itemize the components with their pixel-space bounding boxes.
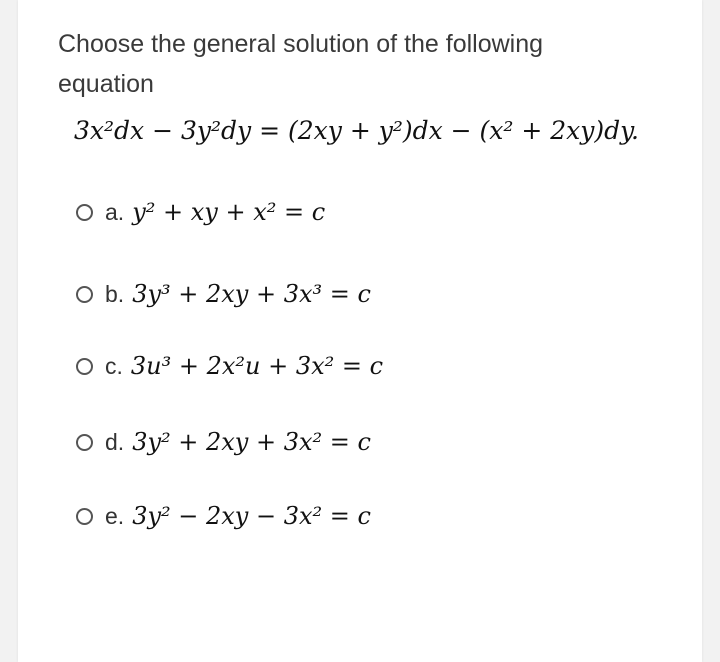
- option-d[interactable]: [76, 428, 371, 456]
- radio-button-icon[interactable]: [76, 508, 93, 525]
- option-expression: 3y² + 2xy + 3x² = c: [132, 428, 371, 456]
- option-expression: 3y³ + 2xy + 3x³ = c: [132, 280, 371, 308]
- option-e[interactable]: [76, 502, 371, 530]
- option-letter: d.: [105, 428, 125, 455]
- option-letter: b.: [105, 280, 125, 307]
- radio-button-icon[interactable]: [76, 286, 93, 303]
- option-letter: a.: [105, 198, 125, 225]
- option-expression: 3y² − 2xy − 3x² = c: [132, 502, 371, 530]
- option-letter: c.: [105, 352, 123, 379]
- option-b[interactable]: [76, 280, 371, 308]
- option-c[interactable]: [76, 352, 383, 380]
- option-expression: 3u³ + 2x²u + 3x² = c: [130, 352, 384, 380]
- radio-button-icon[interactable]: [76, 204, 93, 221]
- option-letter: e.: [105, 502, 125, 529]
- question-equation: 3x²dx − 3y²dy = (2xy + y²)dx − (x² + 2xy)dy.: [74, 116, 639, 145]
- option-expression: y² + xy + x² = c: [132, 198, 326, 226]
- question-text: Choose the general solution of the following equation: [58, 30, 544, 98]
- radio-button-icon[interactable]: [76, 358, 93, 375]
- radio-button-icon[interactable]: [76, 434, 93, 451]
- option-a[interactable]: [76, 198, 325, 226]
